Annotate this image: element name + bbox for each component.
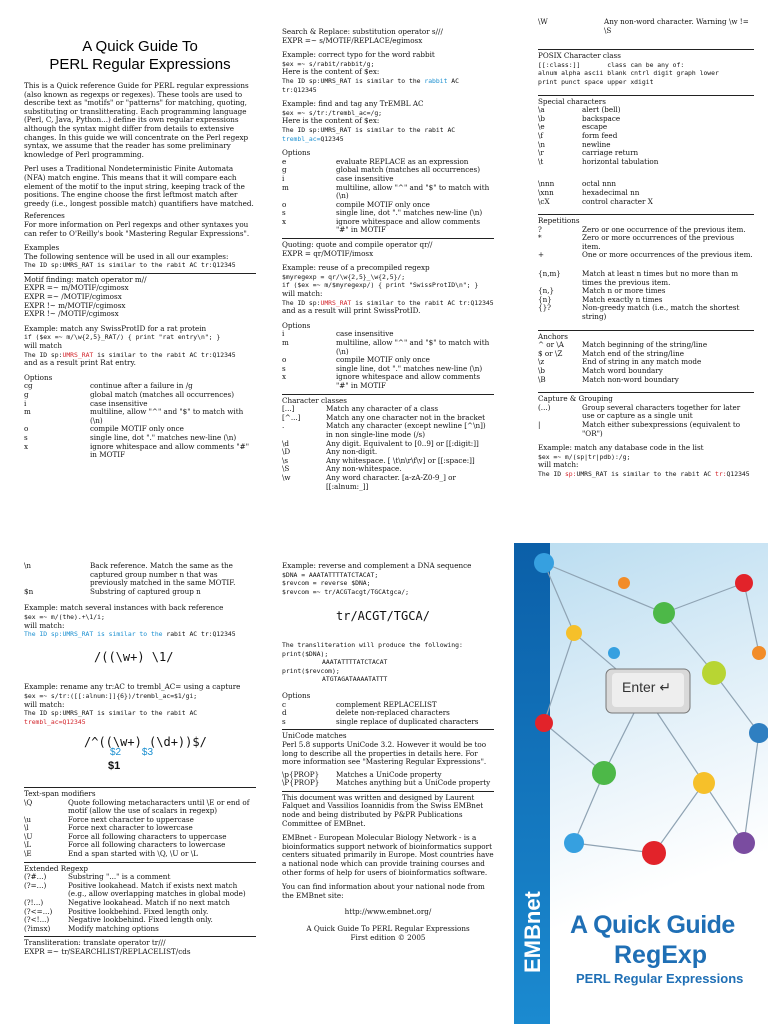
special-chars-table-2: \nnn octal nnn \xnn hexadecimal nn \cX control character X <box>538 179 653 206</box>
unicode-text: Perl 5.8 supports UniCode 3.2. However it would be too long to describe all the properties in details here. For more information see "Mastering Regular Expressions". <box>282 739 487 767</box>
network-node <box>642 841 666 865</box>
column-2 <box>282 28 494 491</box>
cover-title: A Quick Guide <box>570 911 735 939</box>
dna-code: $revcom =~ tr/ACGTacgt/TGCAtgca/; <box>282 587 409 596</box>
column-1-lower <box>24 562 256 957</box>
capture-table: (...) Group several characters together for later use or capture as a single unit | Match either subexpressions (equivalent to "OR") <box>538 402 741 438</box>
footer-edition: First edition © 2005 <box>350 932 426 942</box>
network-node <box>735 574 753 592</box>
cg-example-code: $ex =~ m/(sp|tr|pdb):/g; <box>538 452 631 461</box>
network-node <box>566 625 582 641</box>
capture-2-label: $2 <box>110 746 122 758</box>
network-node <box>749 723 768 743</box>
options-table: e evaluate REPLACE as an expression g global match (matches all occurrences) i case insensitive m multiline, allow "^" and "$" to match with (\n) o compile MOTIF only once s single line, dot "." matches new-line (\n) x ignore whitespace and allow comments "#" in MOTIF <box>282 156 490 235</box>
posix-list: print punct space upper xdigit <box>538 77 654 86</box>
network-node <box>608 647 620 659</box>
cover-tagline: PERL Regular Expressions <box>576 971 744 986</box>
options-table-2: i case insensitive m multiline, allow "^" and "$" to match with (\n) o compile MOTIF only once s single line, dot "." matches new-line (\n) x ignore whitespace and allow comments "#" in MOTIF <box>282 329 490 390</box>
network-node <box>534 553 554 573</box>
network-illustration <box>514 543 768 903</box>
quoting-code-2: if ($ex =~ m/$myregexp/) { print "SwissProtID\n"; } <box>282 281 479 290</box>
mf-line: EXPR !~ /MOTIF/cgimosx <box>24 309 119 319</box>
mf-example-code: if ($ex =~ m/\w{2,5}_RAT/) { print "rat entry\n"; } <box>24 333 221 342</box>
ex2-heading: Example: find and tag any TrEMBL AC <box>282 99 424 109</box>
br-example-code: $ex =~ m/(the).+\1/i; <box>24 612 105 621</box>
transliteration-heading: Transliteration: translate operator tr/// <box>24 938 166 948</box>
search-replace-heading: Search & Replace: substitution operator s/// <box>282 27 443 36</box>
mf-line: EXPR =~ /MOTIF/cgimosx <box>24 292 122 302</box>
cover-panel <box>514 543 768 1024</box>
extended-regexp-table: (?#...) Substring "..." is a comment (?=...) Positive lookahead. Match if exists next match (e.g., allow overlapping matches in global mode) (?!...) Negative lookahead. Match if no next match (?<=...) Positive lookbehind. Fixed length only. (?<!...) Negative lookbehind. Fixed length only. (?imsx) Modify matching options <box>24 872 246 933</box>
repetitions-table: ? Zero or one occurrence of the previous item. * Zero or more occurrences of the previous item. + One or more occurrences of the previous item. <box>538 224 753 260</box>
options-heading: Options <box>24 372 53 382</box>
quoting-line: EXPR = qr/MOTIF/imosx <box>282 248 374 258</box>
capture-3-label: $3 <box>141 746 154 758</box>
divider <box>282 729 494 730</box>
mf-line: EXPR =~ m/MOTIF/cgimosx <box>24 283 129 293</box>
options-heading: Options <box>282 148 311 158</box>
network-node <box>702 661 726 685</box>
br-will-match: will match: <box>24 620 65 630</box>
dna-diagram: tr/ACGT/TGCA/ <box>336 609 430 624</box>
unicode-table: \p{PROP} Matches a UniCode property \P{PROP} Matches anything but a UniCode property <box>282 769 491 788</box>
quoting-heading: Quoting: quote and compile operator qr// <box>282 240 433 250</box>
intro-text: This is a Quick reference Guide for PERL regular expressions (also known as regexps or regexes). These tools are used to describe text as "motifs" or "patterns" for matching, quoting, substituting or translitterating. Each programming language (Perl, C, Java, Python...) define its own regular expressions although the syntax might differ from details to extensive changes. In this guide we will concentrate on the Perl regexp syntax, we assume that the reader has some preliminary knowledge of Perl programming. <box>24 81 249 159</box>
sw-sentence: The ID sp:UMRS_RAT is similar to the rabit AC trembl_ac=Q12345 <box>24 709 198 726</box>
dna-code: $revcom = reverse $DNA; <box>282 579 371 588</box>
options-table: cg continue after a failure in /g g global match (matches all occurrences) i case insensitive m multiline, allow "^" and "$" to match with (\n) o compile MOTIF only once s single line, dot "." matches new-line (\n) x ignore whitespace and allow comments "#" in MOTIF <box>24 381 249 460</box>
sw-example-code: $ex =~ s/tr:([[:alnum:]]{6})/trembl_ac=$1/gi; <box>24 691 198 700</box>
network-node <box>733 832 755 854</box>
divider <box>24 936 256 937</box>
divider <box>538 392 754 393</box>
network-node <box>535 714 553 732</box>
br-example-heading: Example: match several instances with back reference <box>24 603 224 613</box>
quoting-code-1: $myregexp = qr/\w{2,5}_\w{2,5}/; <box>282 272 406 281</box>
capture-heading: Capture & Grouping <box>538 394 613 404</box>
intro-text-2: Perl uses a Traditional Nondeterministic Finite Automata (NFA) match engine. This means that it will compare each element of the motif to the input string, keeping track of the positions. The engine choose the first leftmost match after greedy (i.e., longest possible match) quantifiers have matched. <box>24 164 254 208</box>
cg-example-heading: Example: match any database code in the list <box>538 443 704 453</box>
repetitions-table-2: {n,m} Match at least n times but no more than m times the previous item. {n,} Match n or more times {n} Match exactly n times {}? Non-greedy match (i.e., match the shortest string) <box>538 269 740 322</box>
dna-print-1: print($DNA); <box>282 649 329 658</box>
ex2-code: $ex =~ s/tr:/trembl_ac=/g; <box>282 108 383 117</box>
example-sentence: The ID sp:UMRS_RAT is similar to the rabit AC tr:Q12345 <box>24 261 236 270</box>
column-3 <box>538 18 754 479</box>
column-2-lower <box>282 562 494 942</box>
divider <box>282 394 494 395</box>
enter-key-label: Enter ↵ <box>622 679 672 695</box>
special-chars-table: \a alert (bell) \b backspace \e escape \f form feed \n newline \r carriage return \t horizontal tabulation <box>538 105 659 166</box>
options-table-3: c complement REPLACELIST d delete non-replaced characters s single replace of duplicated characters <box>282 699 479 726</box>
ex1-heading: Example: correct typo for the word rabbit <box>282 50 435 60</box>
options-heading: Options <box>282 320 311 330</box>
divider <box>538 330 754 331</box>
motif-finding-heading: Motif finding: match operator m// <box>24 274 147 284</box>
dna-output-2: ATGTAGATAAAATATTT <box>322 675 388 684</box>
examples-text: The following sentence will be used in all our examples: <box>24 251 229 261</box>
posix-line: [[:class:]] class can be any of: <box>538 60 685 69</box>
special-chars-heading: Special characters <box>538 96 606 106</box>
network-node <box>564 833 584 853</box>
ex2-here: Here is the content of $ex: <box>282 116 380 126</box>
dna-print-2: print($revcom); <box>282 666 340 675</box>
anchors-table: ^ or \A Match beginning of the string/line $ or \Z Match end of the string/line \z End of string in any match mode \b Match word boundary \B Match non-word boundary <box>538 340 708 384</box>
br-sentence: The ID sp:UMRS_RAT is similar to the rabit AC tr:Q12345 <box>24 630 236 639</box>
dna-code: $DNA = AAATATTTTATCTACAT; <box>282 570 379 579</box>
footer-title: A Quick Guide To PERL Regular Expressions <box>306 924 470 933</box>
ex1-here: Here is the content of $ex: <box>282 67 380 77</box>
references-heading: References <box>24 211 65 221</box>
text-span-table: \Q Quote following metacharacters until \E or end of motif (allow the use of scalars in regexp) \u Force next character to uppercase \l Force next character to lowercase \U Force all following characters to uppercase \L Force all following characters to lowercase \E End a span started with \Q, \U or \L <box>24 797 250 859</box>
search-replace-line: EXPR =~ s/MOTIF/REPLACE/egimosx <box>282 35 423 45</box>
divider <box>538 95 754 96</box>
mf-result: and as a result print Rat entry. <box>24 358 136 368</box>
cover-side-text: EMBnet <box>520 891 545 973</box>
network-node <box>618 577 630 589</box>
char-classes-heading: Character classes <box>282 395 347 405</box>
backref-table: \n Back reference. Match the same as the captured group number n that was previously matched in the same MOTIF. $n Substring of captured group n <box>24 561 236 596</box>
ex2-sentence: The ID sp:UMRS_RAT is similar to the rabit AC trembl_ac=Q12345 <box>282 125 456 143</box>
examples-heading: Examples <box>24 243 60 253</box>
mf-sentence: The ID sp:UMRS_RAT is similar to the rabit AC tr:Q12345 <box>24 350 236 359</box>
about-text-2: EMBnet - European Molecular Biology Network - is a bioinformatics support network of bioinformatics support centers situated primarily in Europe. Most countries have a national node which can provide training courses and other forms of help for users of bioinformatics software. <box>282 833 494 877</box>
divider <box>538 49 754 50</box>
column-1 <box>24 32 256 460</box>
char-classes-table: [...] Match any character of a class [^...] Match any one character not in the bracket . Match any character (except newline [^\n]) in non single-line mode (/s) \d Any digit. Equivalent to [0..9] or [[:digit:]] \D Any non-digit. \s Any whitespace. [ \t\n\r\f\v] or [[:space:]] \S Any non-whitespace. \w Any word character. [a-zA-Z0-9_] or [[:alnum:_]] <box>282 404 486 491</box>
br-diagram: /((\w+) \1/ <box>94 649 174 664</box>
cg-will-match: will match: <box>538 460 579 470</box>
quoting-sentence: The ID sp:UMRS_RAT is similar to the rabit AC tr:Q12345 <box>282 298 494 307</box>
capture-1-label: $1 <box>108 759 121 772</box>
sw-will-match: will match: <box>24 699 65 709</box>
sw-diagram: /^((\w+) (\d+))$/ <box>84 735 207 750</box>
network-node <box>592 761 616 785</box>
transliteration-line: EXPR =~ tr/SEARCHLIST/REPLACELIST/cds <box>24 947 191 956</box>
about-text-3: You can find information about your national node from the EMBnet site: <box>282 882 485 900</box>
about-text-1: This document was written and designed by Laurent Falquet and Vassilios Ioannidis from the Swiss EMBnet node and being distributed by P&PR Publications Committee of EMBnet. <box>282 792 484 828</box>
mf-line: EXPR !~ m/MOTIF/cgimosx <box>24 300 126 310</box>
cg-sentence: The ID sp:UMRS_RAT is similar to the rabit AC tr:Q12345 <box>538 469 750 478</box>
posix-list: alnum alpha ascii blank cntrl digit graph lower <box>538 69 719 78</box>
text-span-heading: Text-span modifiers <box>24 788 96 798</box>
mf-will-match: will match <box>24 341 62 351</box>
ex1-sentence: The ID sp:UMRS_RAT is similar to the rabbit AC tr:Q12345 <box>282 76 459 94</box>
network-node <box>693 772 715 794</box>
unicode-heading: UniCode matches <box>282 731 347 741</box>
network-node <box>653 602 675 624</box>
quoting-example-heading: Example: reuse of a precompiled regexp <box>282 263 430 273</box>
mf-example-heading: Example: match any SwissProtID for a rat protein <box>24 323 207 333</box>
divider <box>24 862 256 863</box>
quoting-will-match: will match: <box>282 289 323 299</box>
nonword-row: \W Any non-word character. Warning \w != \S <box>538 17 749 35</box>
dna-example-heading: Example: reverse and complement a DNA sequence <box>282 561 472 570</box>
dna-output-1: AAATATTTTATCTACAT <box>322 658 388 667</box>
ex1-code: $ex =~ s/rabit/rabbit/g; <box>282 59 375 68</box>
options-heading: Options <box>282 690 311 700</box>
sw-example-heading: Example: rename any tr:AC to trembl_AC= using a capture <box>24 682 241 692</box>
divider <box>24 787 256 788</box>
posix-heading: POSIX Character class <box>538 51 621 61</box>
quoting-result: and as a result will print SwissProtID. <box>282 306 421 316</box>
network-node <box>752 646 766 660</box>
extended-regexp-heading: Extended Regexp <box>24 863 88 873</box>
anchors-heading: Anchors <box>538 331 568 341</box>
divider <box>282 791 494 792</box>
dna-will: The transliteration will produce the following: <box>282 640 463 649</box>
references-text: For more information on Perl regexps and other syntaxes you can refer to O'Reilly's book "Mastering Regular Expressions". <box>24 219 250 238</box>
divider <box>282 238 494 239</box>
divider <box>538 214 754 215</box>
divider <box>24 273 256 274</box>
guide-title: A Quick Guide To PERL Regular Expressions <box>49 38 231 73</box>
cover-subtitle: RegExp <box>614 941 708 969</box>
embnet-url[interactable]: http://www.embnet.org/ <box>344 907 432 917</box>
repetitions-heading: Repetitions <box>538 216 580 226</box>
